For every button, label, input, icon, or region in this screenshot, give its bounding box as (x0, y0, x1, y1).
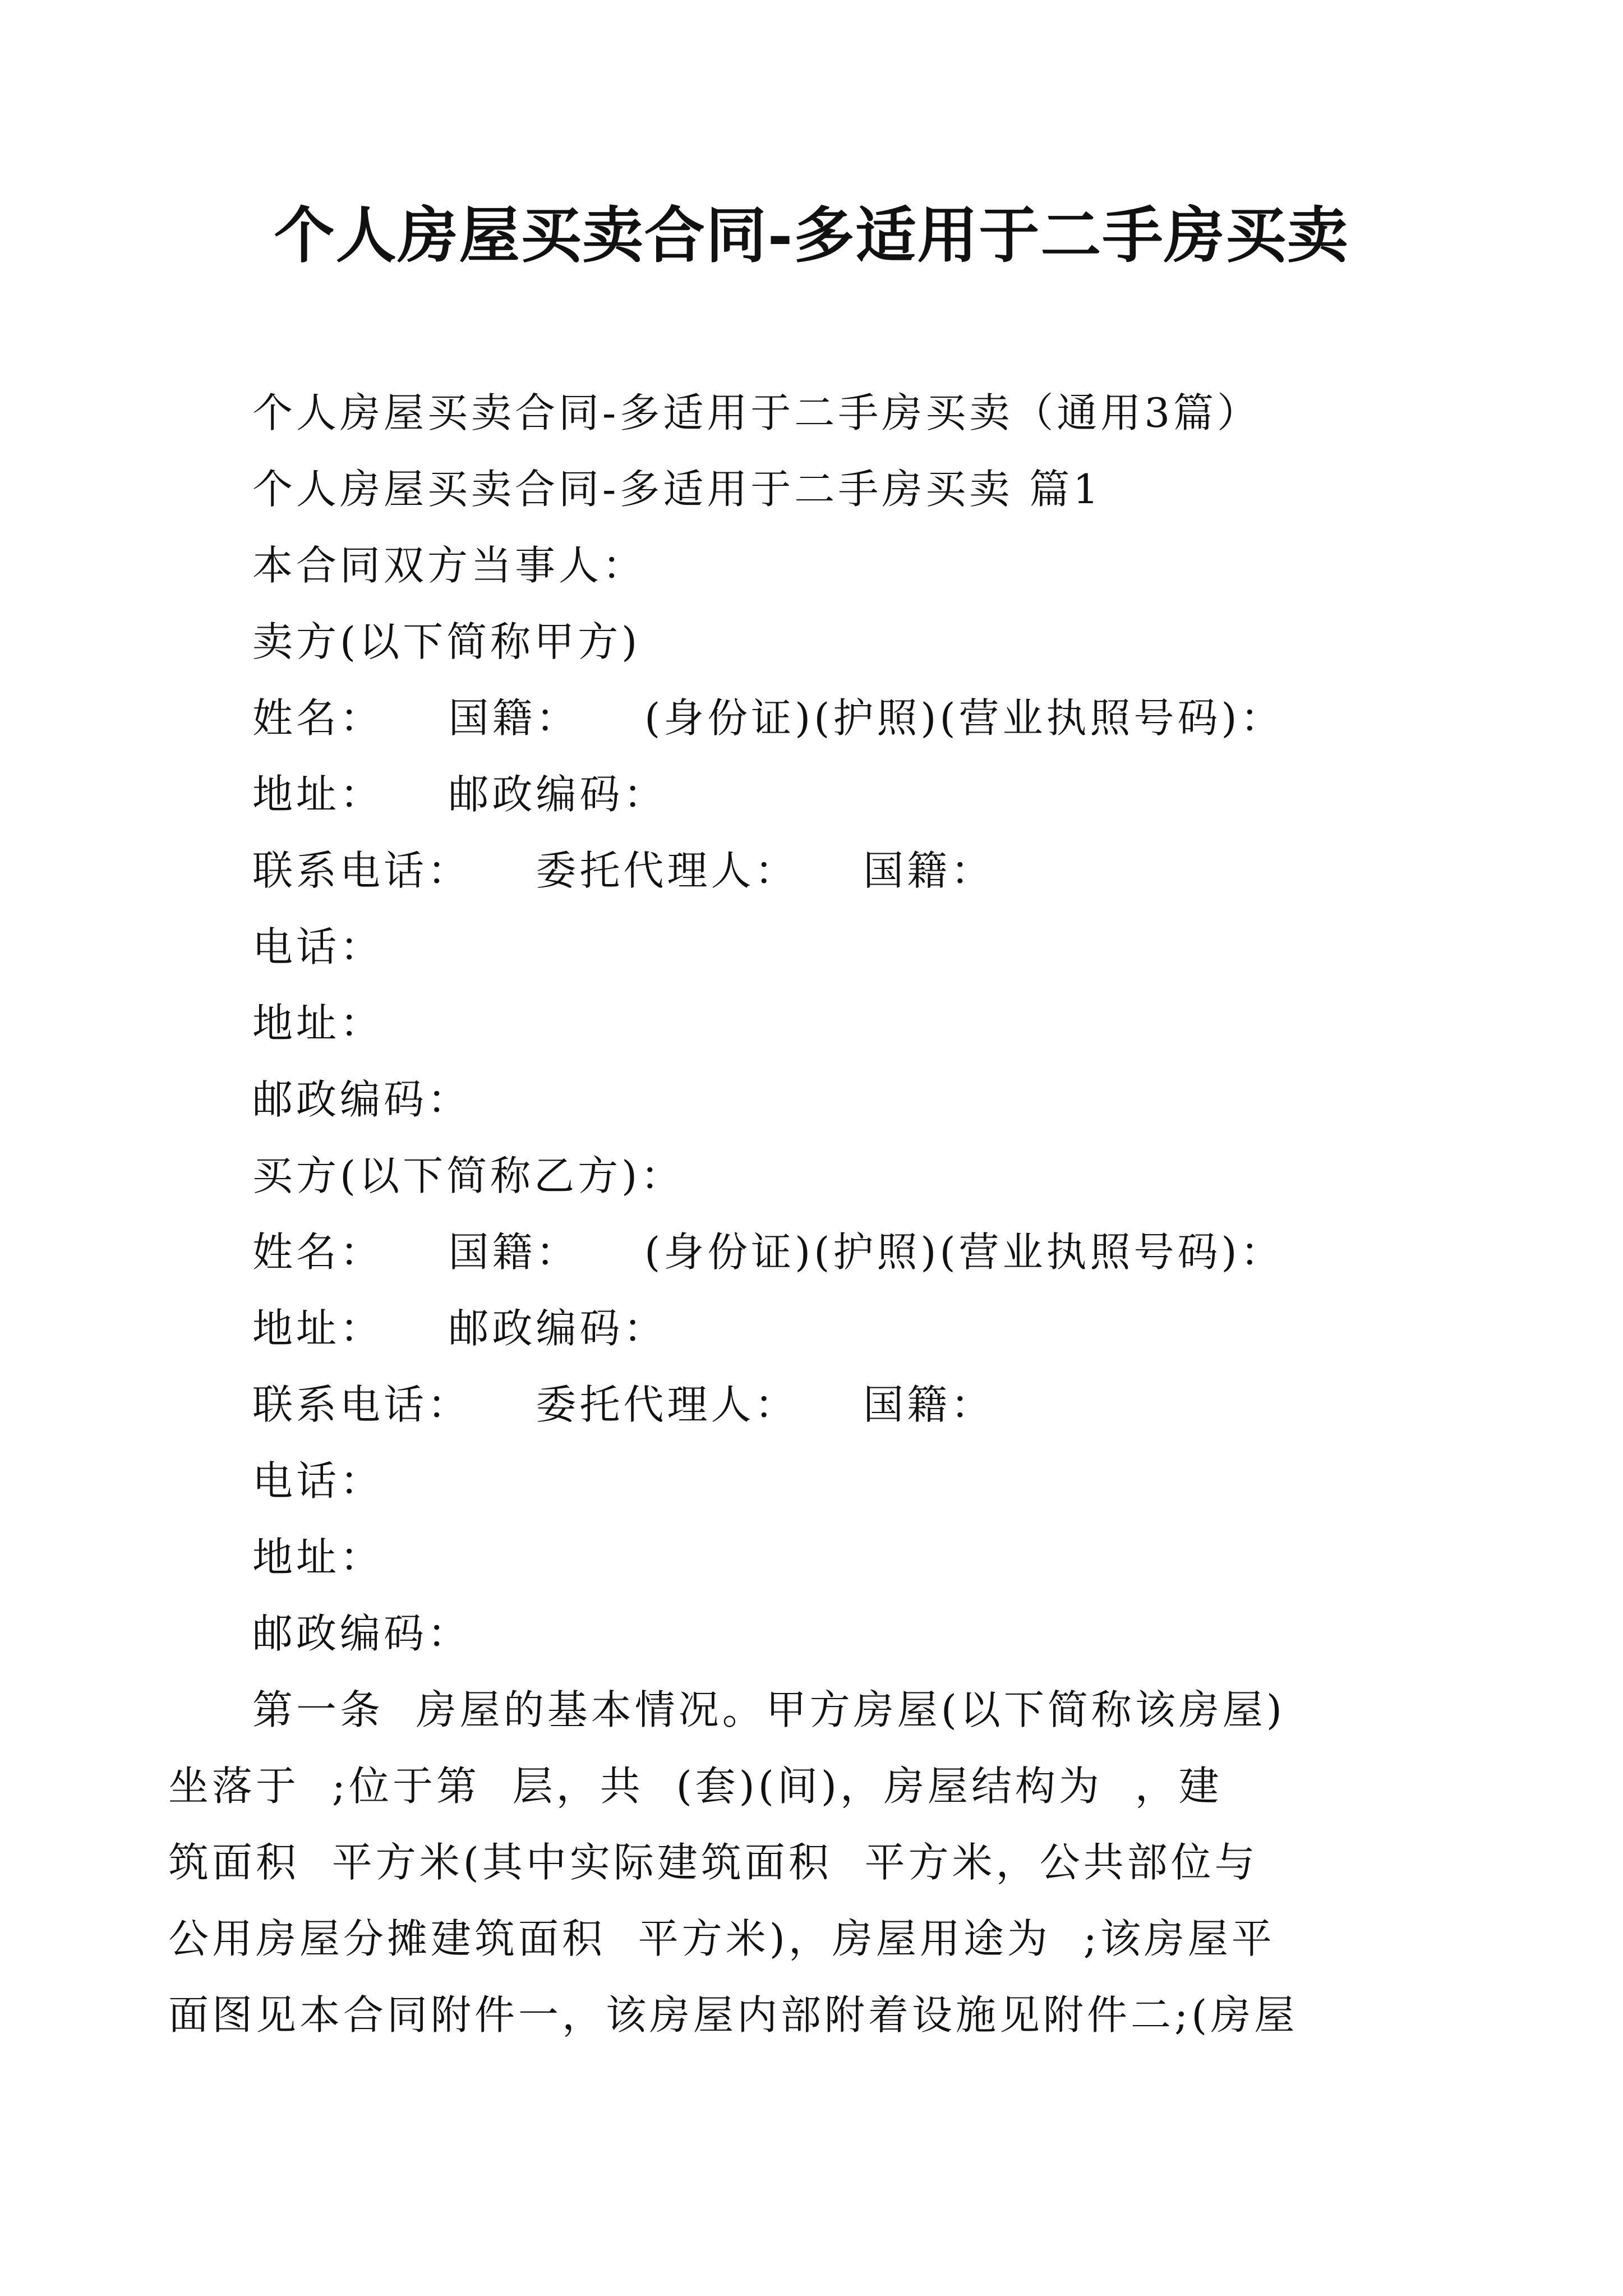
document-body (252, 375, 1408, 1672)
text-line: 联系电话： 委托代理人： 国籍： (252, 1381, 995, 1428)
text-line: 邮政编码： (252, 1610, 472, 1657)
text-line: 本合同双方当事人： (252, 542, 647, 589)
paragraph-line: 面图见本合同附件一，该房屋内部附着设施见附件二;(房屋 (168, 1991, 1298, 2039)
document-title: 个人房屋买卖合同-多适用于二手房买卖 (274, 200, 1349, 271)
text-line: 电话： (252, 1457, 384, 1504)
text-line: 地址： (252, 1000, 384, 1047)
paragraph-line: 第一条 房屋的基本情况。甲方房屋(以下简称该房屋) (252, 1686, 1285, 1733)
text-line: 电话： (252, 923, 384, 970)
text-line: 卖方(以下简称甲方) (252, 618, 641, 665)
text-line: 邮政编码： (252, 1076, 472, 1123)
paragraph-line: 坐落于 ;位于第 层，共 (套)(间)，房屋结构为 ，建 (168, 1763, 1223, 1810)
text-line: 地址： 邮政编码： (252, 1305, 667, 1352)
text-line: 地址： 邮政编码： (252, 771, 667, 818)
section-heading: 个人房屋买卖合同-多适用于二手房买卖 篇1 (252, 466, 1103, 513)
text-line: 地址： (252, 1534, 384, 1581)
paragraph-line: 公用房屋分摊建筑面积 平方米)，房屋用途为 ;该房屋平 (168, 1915, 1275, 1962)
text-line: 姓名： 国籍： (身份证)(护照)(营业执照号码)： (252, 694, 1284, 742)
article-paragraph-continued (168, 1748, 1458, 2053)
heading-line: 个人房屋买卖合同-多适用于二手房买卖（通用3篇） (252, 389, 1261, 436)
paragraph-line: 筑面积 平方米(其中实际建筑面积 平方米，公共部位与 (168, 1839, 1258, 1886)
text-line: 联系电话： 委托代理人： 国籍： (252, 847, 995, 894)
text-line: 姓名： 国籍： (身份证)(护照)(营业执照号码)： (252, 1228, 1284, 1276)
article-paragraph (252, 1672, 1408, 1748)
text-line: 买方(以下简称乙方)： (252, 1152, 685, 1199)
